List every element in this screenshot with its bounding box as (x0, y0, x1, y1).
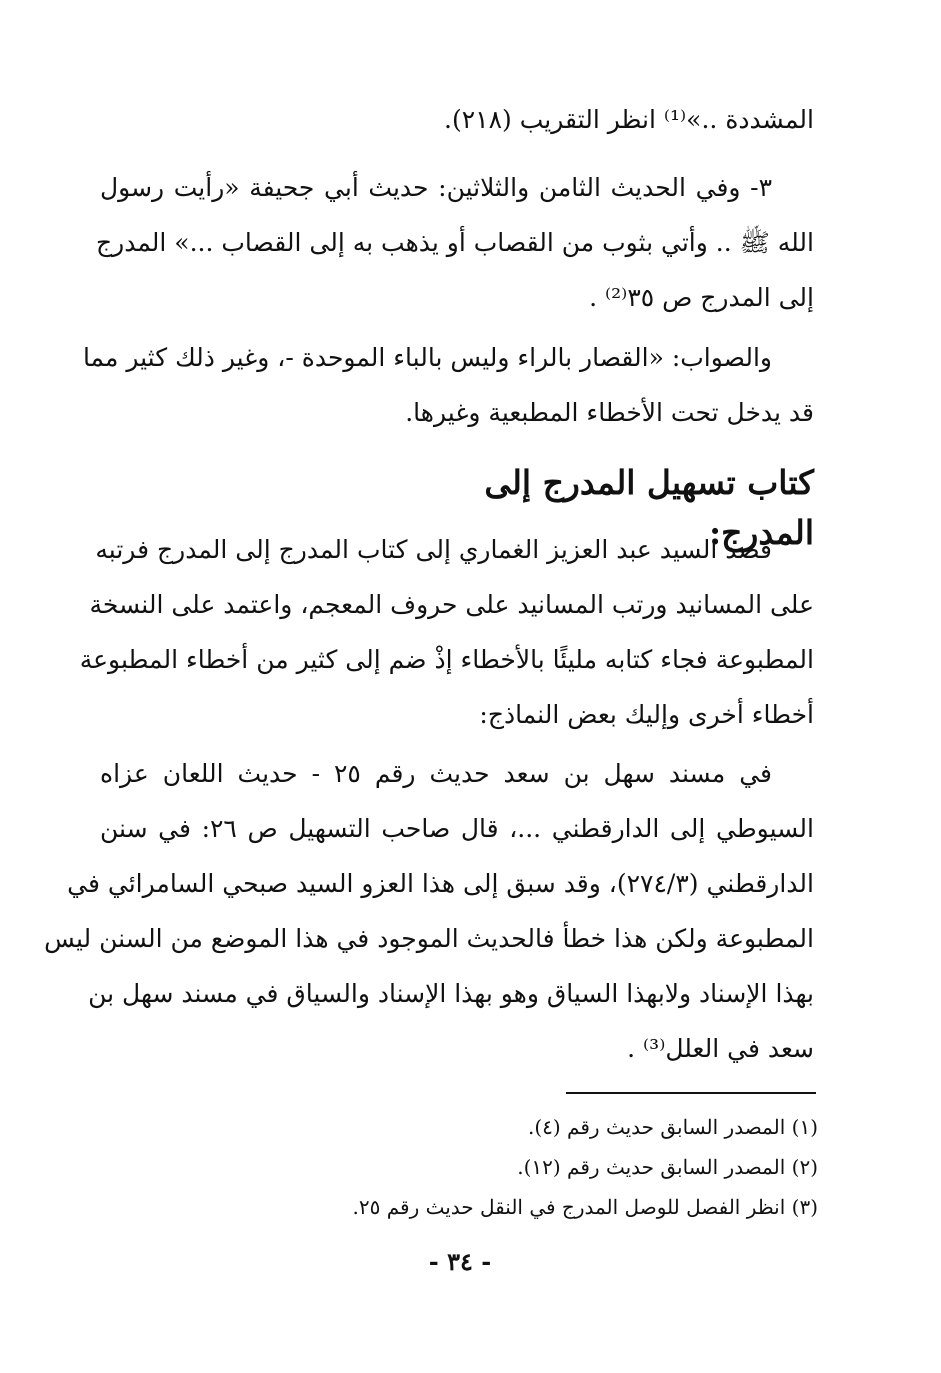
section-heading: كتاب تسهيل المدرج إلى المدرج: (484, 463, 814, 552)
text-line: إلى المدرج ص ٣٥⁽²⁾ . (589, 283, 814, 312)
paragraph-sahl-ibn-saad (44, 746, 814, 1076)
text-line: قصد السيد عبد العزيز الغماري إلى كتاب المدرج إلى المدرج فرتبه (95, 535, 772, 564)
page-number: - ٣٤ - (428, 1247, 492, 1276)
footnote-1: (١) المصدر السابق حديث رقم (٤). (527, 1115, 818, 1139)
text-line: الدارقطني (٢٧٤/٣)، وقد سبق إلى هذا العزو السيد صبحي السامرائي في (67, 869, 814, 898)
text-line: قد يدخل تحت الأخطاء المطبعية وغيرها. (405, 398, 814, 427)
text-line: أخطاء أخرى وإليك بعض النماذج: (479, 700, 814, 729)
text-line: المشددة ..»⁽¹⁾ انظر التقريب (٢١٨). (444, 105, 814, 134)
text-line: والصواب: «القصار بالراء وليس بالباء الموحدة -، وغير ذلك كثير مما (82, 343, 772, 372)
text-line: ٣- وفي الحديث الثامن والثلاثين: حديث أبي جحيفة «رأيت رسول (100, 173, 772, 202)
text-line: السيوطي إلى الدارقطني ...، قال صاحب التسهيل ص ٢٦: في سنن (100, 814, 814, 843)
text-line: على المسانيد ورتب المسانيد على حروف المعجم، واعتمد على النسخة (89, 590, 814, 619)
text-line: سعد في العلل⁽³⁾ . (627, 1034, 814, 1063)
text-line: بهذا الإسناد ولابهذا السياق وهو بهذا الإسناد والسياق في مسند سهل بن (88, 979, 814, 1008)
footnote-3: (٣) انظر الفصل للوصل المدرج في النقل حديث رقم ٢٥. (352, 1195, 818, 1219)
paragraph-ghumari-intro (79, 522, 814, 742)
paragraph-footnote-continuation (100, 92, 814, 147)
paragraph-hadith-abu-juhayfa (96, 160, 814, 325)
footnote-separator (566, 1092, 816, 1094)
text-line: المطبوعة ولكن هذا خطأ فالحديث الموجود في هذا الموضع من السنن ليس (44, 924, 814, 953)
text-line: في مسند سهل بن سعد حديث رقم ٢٥ - حديث اللعان عزاه (100, 759, 772, 788)
paragraph-correction (82, 330, 814, 440)
text-line: الله ﷺ .. وأتي بثوب من القصاب أو يذهب به إلى القصاب ...» المدرج (96, 228, 814, 257)
text-line: المطبوعة فجاء كتابه مليئًا بالأخطاء إذْ ضم إلى كثير من أخطاء المطبوعة (79, 645, 814, 674)
footnote-2: (٢) المصدر السابق حديث رقم (١٢). (517, 1155, 818, 1179)
